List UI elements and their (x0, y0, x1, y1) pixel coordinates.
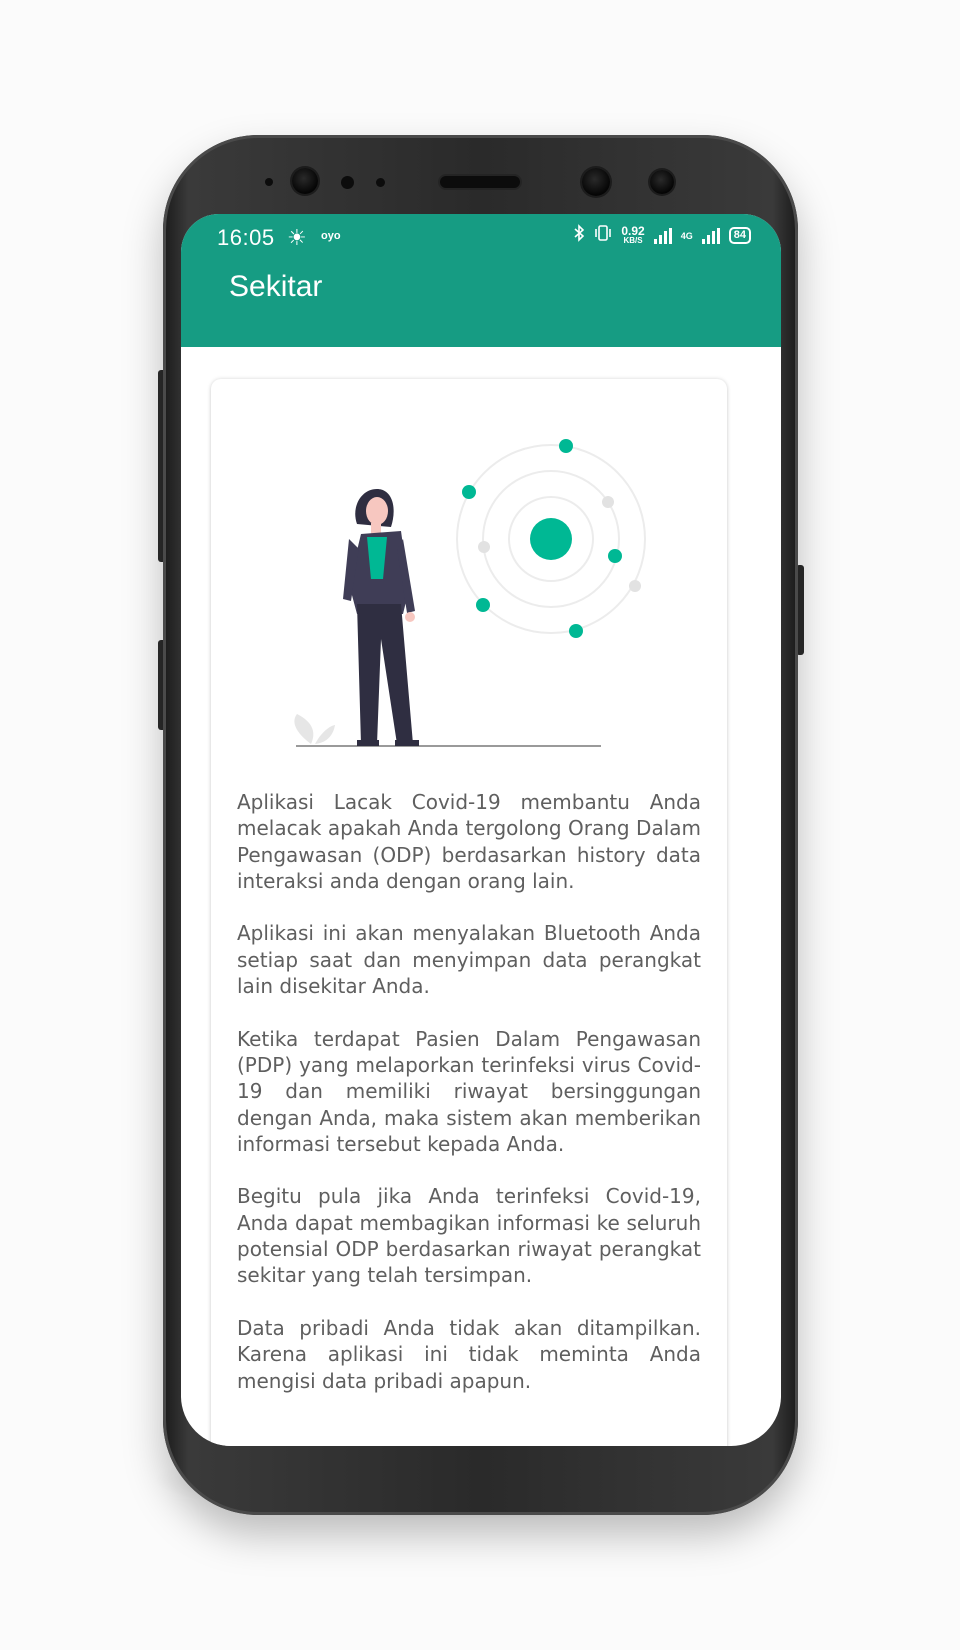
status-bar (181, 214, 781, 262)
paragraph: Aplikasi Lacak Covid-19 membantu Anda melacak apakah Anda tergolong Orang Dalam Pengawasan (ODP) berdasarkan history data interaksi anda dengan orang lain. (237, 790, 701, 893)
woman-with-orbit-illustration (211, 379, 727, 769)
paragraph: Aplikasi ini akan menyalakan Bluetooth Anda setiap saat dan menyimpan data perangkat lain disekitar Anda. (237, 921, 701, 999)
sensor-dot (265, 178, 273, 186)
signal-icon (702, 228, 720, 244)
status-time: 16:05 (217, 225, 275, 250)
vibrate-icon (594, 225, 612, 246)
sun-icon: ☀ (287, 225, 307, 250)
front-camera (292, 168, 318, 194)
info-card (211, 379, 727, 1446)
status-icons (573, 224, 751, 247)
speed-value: 0.92 (621, 223, 645, 238)
sensor-dot (376, 178, 385, 187)
signal-icon (654, 228, 672, 244)
front-camera (650, 170, 674, 194)
page-title: Sekitar (229, 270, 323, 303)
carrier-label: oyo (321, 230, 341, 242)
battery-indicator: 84 (729, 227, 751, 244)
app-bar (181, 214, 781, 347)
paragraph: Data pribadi Anda tidak akan ditampilkan. Karena aplikasi ini tidak meminta Anda mengisi data pribadi apapun. (237, 1315, 701, 1393)
bluetooth-icon (573, 224, 585, 247)
description-text (237, 789, 701, 1420)
speed-unit: KB/S (623, 235, 643, 245)
phone-screen (181, 214, 781, 1446)
paragraph: Ketika terdapat Pasien Dalam Pengawasan (PDP) yang melaporkan terinfeksi virus Covid-19 dan memiliki riwayat bersinggungan dengan Anda, maka sistem akan memberikan informasi tersebut kepada Anda. (237, 1026, 701, 1156)
earpiece-speaker (440, 176, 520, 188)
sensor-dot (341, 176, 354, 189)
front-camera (582, 168, 610, 196)
paragraph: Begitu pula jika Anda terinfeksi Covid-19, Anda dapat membagikan informasi ke seluruh potensial ODP berdasarkan riwayat perangkat sekitar yang telah tersimpan. (237, 1184, 701, 1288)
network-type: 4G (680, 230, 693, 241)
network-speed (621, 223, 645, 246)
